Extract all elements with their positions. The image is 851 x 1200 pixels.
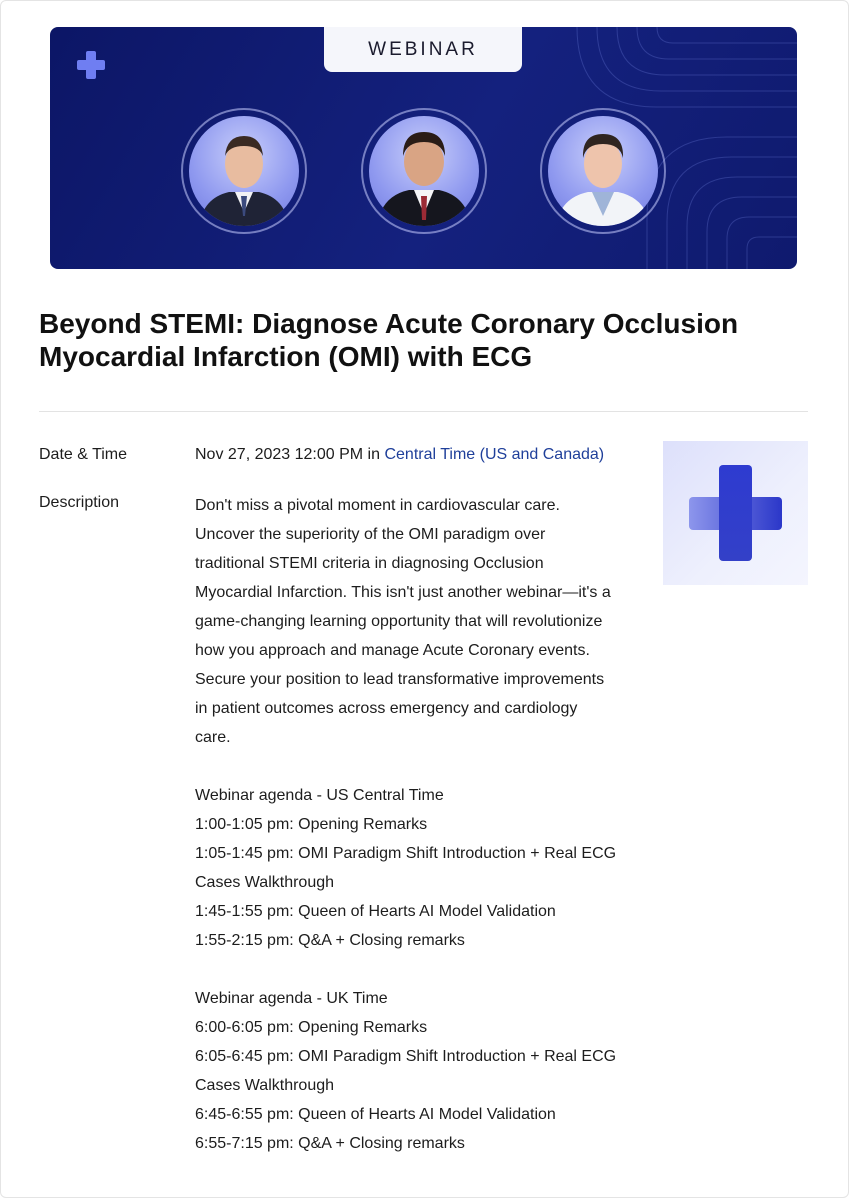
date-time-value [195,446,604,464]
speaker-avatar-3 [540,108,666,234]
speaker-avatar-1 [181,108,307,234]
agenda-us-heading: Webinar agenda - US Central Time [195,787,444,804]
agenda-uk-item: 6:05-6:45 pm: OMI Paradigm Shift Introduction + Real ECG [195,1048,617,1065]
timezone-link[interactable]: Central Time (US and Canada) [384,446,605,463]
event-title-line-1: Beyond STEMI: Diagnose Acute Coronary Occlusion [39,308,739,339]
section-divider [39,411,808,412]
date-time-text: Nov 27, 2023 12:00 PM in [195,446,381,463]
description-label: Description [39,494,120,511]
speaker-avatar-2 [361,108,487,234]
description-line: how you approach and manage Acute Coronary events. [195,642,590,659]
agenda-us-item: Cases Walkthrough [195,874,335,891]
agenda-uk-item: 6:55-7:15 pm: Q&A + Closing remarks [195,1135,465,1152]
event-thumbnail [663,441,808,585]
agenda-us-item: 1:45-1:55 pm: Queen of Hearts AI Model Validation [195,903,556,920]
event-title-line-2: Myocardial Infarction (OMI) with ECG [39,341,533,372]
agenda-uk-item: Cases Walkthrough [195,1077,335,1094]
agenda-us-item: 1:00-1:05 pm: Opening Remarks [195,816,428,833]
description-line: Don't miss a pivotal moment in cardiovascular care. [195,497,560,514]
plus-icon [663,441,808,585]
description-line: traditional STEMI criteria in diagnosing Occlusion [195,555,544,572]
plus-icon [75,49,107,81]
description-line: Secure your position to lead transformative improvements [195,671,605,688]
agenda-us-item: 1:55-2:15 pm: Q&A + Closing remarks [195,932,465,949]
agenda-uk-heading: Webinar agenda - UK Time [195,990,388,1007]
date-time-label: Date & Time [39,446,128,463]
webinar-tag: WEBINAR [324,27,522,72]
agenda-uk-item: 6:45-6:55 pm: Queen of Hearts AI Model Validation [195,1106,556,1123]
description-line: game-changing learning opportunity that will revolutionize [195,613,603,630]
description-line: Myocardial Infarction. This isn't just another webinar—it's a [195,584,611,601]
agenda-uk-item: 6:00-6:05 pm: Opening Remarks [195,1019,428,1036]
description-body [195,491,655,1158]
description-line: care. [195,729,231,746]
description-line: Uncover the superiority of the OMI paradigm over [195,526,546,543]
webinar-banner [50,27,797,269]
description-line: in patient outcomes across emergency and cardiology [195,700,578,717]
event-title [39,307,799,373]
agenda-us-item: 1:05-1:45 pm: OMI Paradigm Shift Introduction + Real ECG [195,845,617,862]
